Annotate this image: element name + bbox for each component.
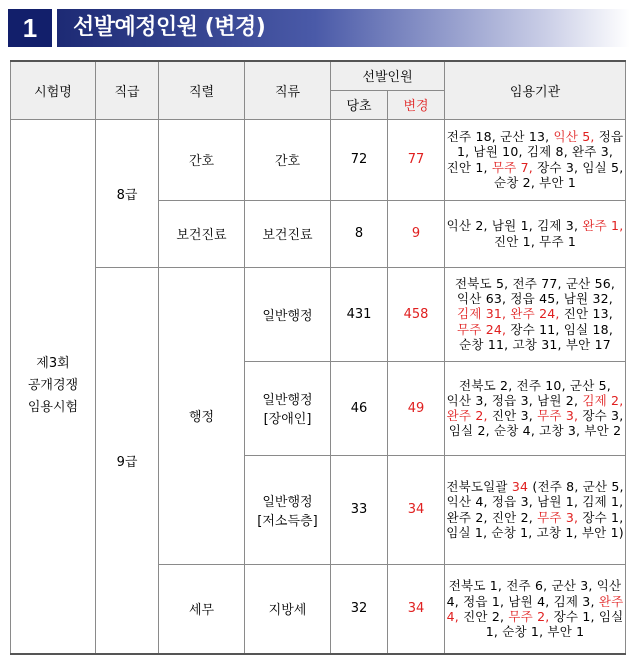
class-cell: 일반행정 (245, 267, 331, 361)
grade-cell: 8급 (96, 119, 159, 267)
agency-segment: 진안 1, 무주 1 (493, 233, 577, 249)
class-line: [저소득층] (257, 513, 318, 529)
class-line: 일반행정 (262, 393, 313, 408)
changed-count: 34 (388, 455, 445, 564)
class-cell: 지방세 (245, 564, 331, 654)
original-count: 46 (331, 361, 388, 455)
original-count: 431 (331, 267, 388, 361)
class-cell (245, 361, 331, 455)
changed-count: 9 (388, 200, 445, 267)
agency-segment: 장수 1, 임실 1, 순창 1, 고창 1, 부안 1) (446, 509, 624, 540)
changed-count: 34 (388, 564, 445, 654)
col-exam-name: 시험명 (11, 61, 96, 119)
table-row (11, 119, 626, 200)
original-count: 8 (331, 200, 388, 267)
changed-count: 49 (388, 361, 445, 455)
original-count: 32 (331, 564, 388, 654)
agency-segment: 전북도 2, 전주 10, 군산 5, 익산 3, 정읍 3, 남원 2, (446, 377, 611, 408)
agency-segment: 장수 11, 임실 18, 순창 11, 고창 31, 부안 17 (459, 321, 613, 352)
agency-list (445, 267, 626, 361)
col-selection: 선발인원 (331, 61, 445, 90)
agency-segment: 진안 2, (458, 608, 509, 624)
col-original: 당초 (331, 90, 388, 119)
series-cell: 세무 (159, 564, 245, 654)
table-row (11, 267, 626, 361)
agency-list (445, 200, 626, 267)
section-header (4, 3, 630, 47)
exam-line: 임용시험 (27, 400, 79, 416)
agency-segment: 전북도 1, 전주 6, 군산 3, 익산 4, 정읍 1, 남원 4, 김제 3, (446, 578, 622, 609)
section-title: 선발예정인원 (변경) (73, 15, 266, 40)
exam-line: 공개경쟁 (27, 378, 79, 394)
agency-segment: 익산 2, 남원 1, 김제 3, (446, 218, 583, 234)
agency-list (445, 119, 626, 200)
agency-list (445, 564, 626, 654)
col-series: 직렬 (159, 61, 245, 119)
changed-count: 77 (388, 119, 445, 200)
class-cell: 간호 (245, 119, 331, 200)
agency-changed-segment: 무주 24, (457, 321, 507, 337)
original-count: 72 (331, 119, 388, 200)
section-title-bar (57, 9, 630, 47)
agency-changed-segment: 김제 2, 완주 2, (446, 392, 624, 423)
exam-line: 제3회 (36, 356, 70, 372)
col-class: 직류 (245, 61, 331, 119)
class-cell (245, 455, 331, 564)
agency-segment: 전북도 5, 전주 77, 군산 56, 익산 63, 정읍 45, 남원 32, (454, 275, 616, 307)
agency-changed-segment: 무주 3, (537, 408, 579, 423)
agency-changed-segment: 34 (511, 479, 529, 495)
agency-segment: 전주 18, 군산 13, (446, 129, 554, 145)
class-line: 일반행정 (262, 494, 313, 510)
agency-segment: 진안 3, (487, 408, 538, 423)
section-number: 1 (8, 9, 52, 47)
agency-segment: 전북도일괄 (446, 479, 512, 495)
agency-changed-segment: 무주 7, (491, 159, 533, 175)
col-grade: 직급 (96, 61, 159, 119)
col-changed: 변경 (388, 90, 445, 119)
col-agencies: 임용기관 (445, 61, 626, 119)
changed-count: 458 (388, 267, 445, 361)
agency-changed-segment: 무주 2, (508, 608, 550, 624)
grade-cell: 9급 (96, 267, 159, 654)
agency-changed-segment: 완주 4, (446, 593, 624, 624)
agency-list (445, 361, 626, 455)
class-cell: 보건진료 (245, 200, 331, 267)
selection-table (10, 60, 626, 655)
agency-changed-segment: 완주 1, (582, 218, 624, 234)
agency-changed-segment: 무주 3, (537, 509, 579, 525)
agency-segment: 장수 1, 임실 1, 순창 1, 부안 1 (485, 608, 624, 639)
series-cell: 행정 (159, 267, 245, 564)
original-count: 33 (331, 455, 388, 564)
series-cell: 보건진료 (159, 200, 245, 267)
series-cell: 간호 (159, 119, 245, 200)
agency-list (445, 455, 626, 564)
agency-segment: 장수 3, 임실 5, 순창 2, 부안 1 (493, 159, 624, 190)
agency-segment: 진안 13, (559, 306, 613, 322)
class-line: [장애인] (263, 412, 312, 427)
exam-name-cell (11, 119, 96, 654)
agency-segment: 장수 3, 임실 2, 순창 4, 고창 3, 부안 2 (448, 408, 624, 439)
agency-segment: (전주 8, 군산 5, 익산 4, 정읍 3, 남원 1, 김제 1, 완주 2, 진안 2, (446, 479, 624, 525)
agency-segment: 정읍 1, 남원 10, 김제 8, 완주 3, 진안 1, (446, 129, 624, 175)
agency-changed-segment: 김제 31, 완주 24, (457, 306, 560, 322)
agency-changed-segment: 익산 5, (553, 129, 595, 145)
